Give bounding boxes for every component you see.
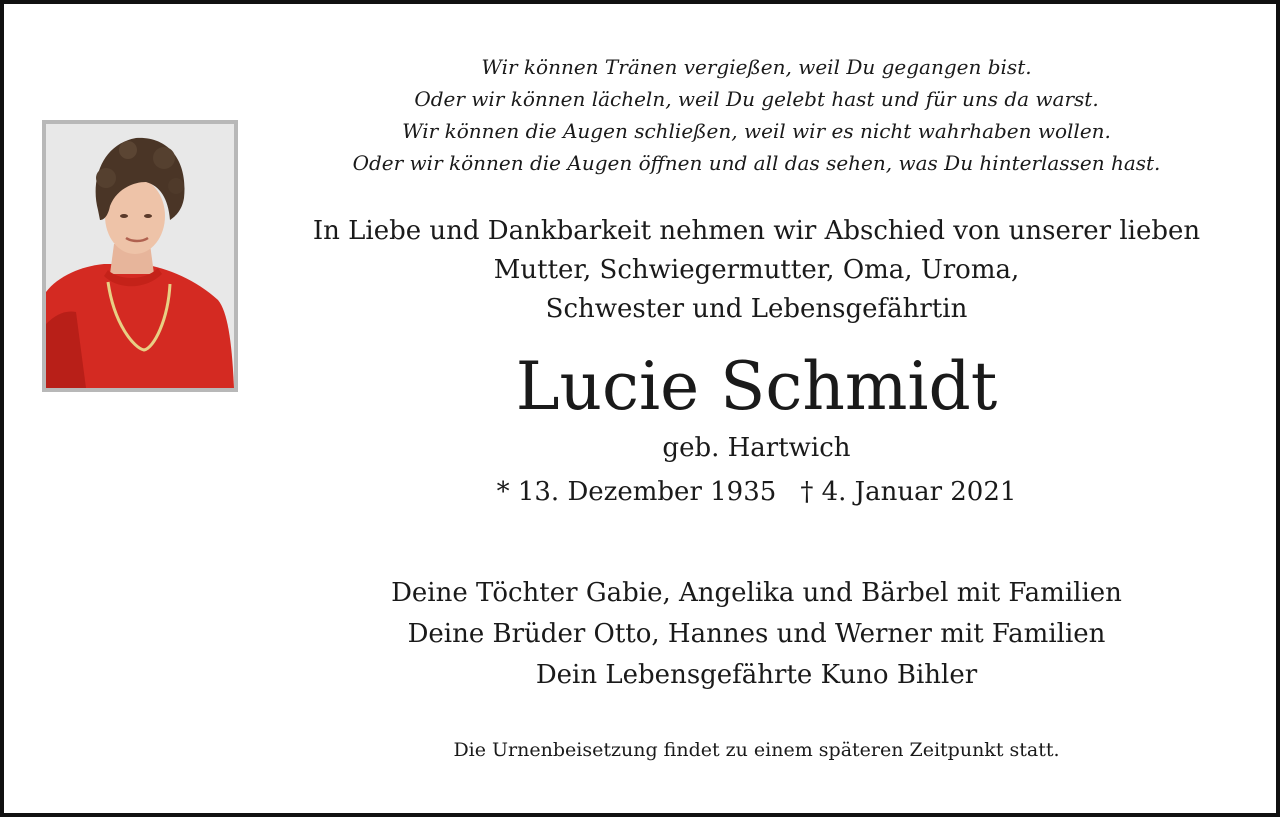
death-date: † 4. Januar 2021 bbox=[800, 477, 1017, 507]
deceased-name: Lucie Schmidt bbox=[515, 348, 998, 425]
life-dates bbox=[254, 473, 1259, 511]
mourner-line: Deine Töchter Gabie, Angelika und Bärbel mit Familien bbox=[391, 578, 1122, 608]
intro-line: In Liebe und Dankbarkeit nehmen wir Abschied von unserer lieben bbox=[312, 216, 1201, 246]
farewell-intro bbox=[254, 212, 1259, 329]
birth-date: * 13. Dezember 1935 bbox=[496, 477, 777, 507]
portrait-image bbox=[46, 124, 234, 388]
poem-line: Wir können Tränen vergießen, weil Du gegangen bist. bbox=[481, 55, 1032, 79]
mourner-line: Deine Brüder Otto, Hannes und Werner mit Familien bbox=[407, 619, 1106, 649]
poem-line: Oder wir können die Augen öffnen und all das sehen, was Du hinterlassen hast. bbox=[352, 151, 1161, 175]
burial-note: Die Urnenbeisetzung findet zu einem späteren Zeitpunkt statt. bbox=[453, 739, 1060, 761]
poem-line: Oder wir können lächeln, weil Du gelebt hast und für uns da warst. bbox=[414, 87, 1099, 111]
intro-line: Schwester und Lebensgefährtin bbox=[545, 294, 968, 324]
poem bbox=[254, 51, 1259, 179]
poem-line: Wir können die Augen schließen, weil wir es nicht wahrhaben wollen. bbox=[402, 119, 1111, 143]
mourner-line: Dein Lebensgefährte Kuno Bihler bbox=[535, 660, 978, 690]
mourners-list bbox=[254, 573, 1259, 696]
portrait-photo bbox=[42, 120, 238, 392]
intro-line: Mutter, Schwiegermutter, Oma, Uroma, bbox=[493, 255, 1020, 285]
birth-name: geb. Hartwich bbox=[662, 433, 851, 463]
